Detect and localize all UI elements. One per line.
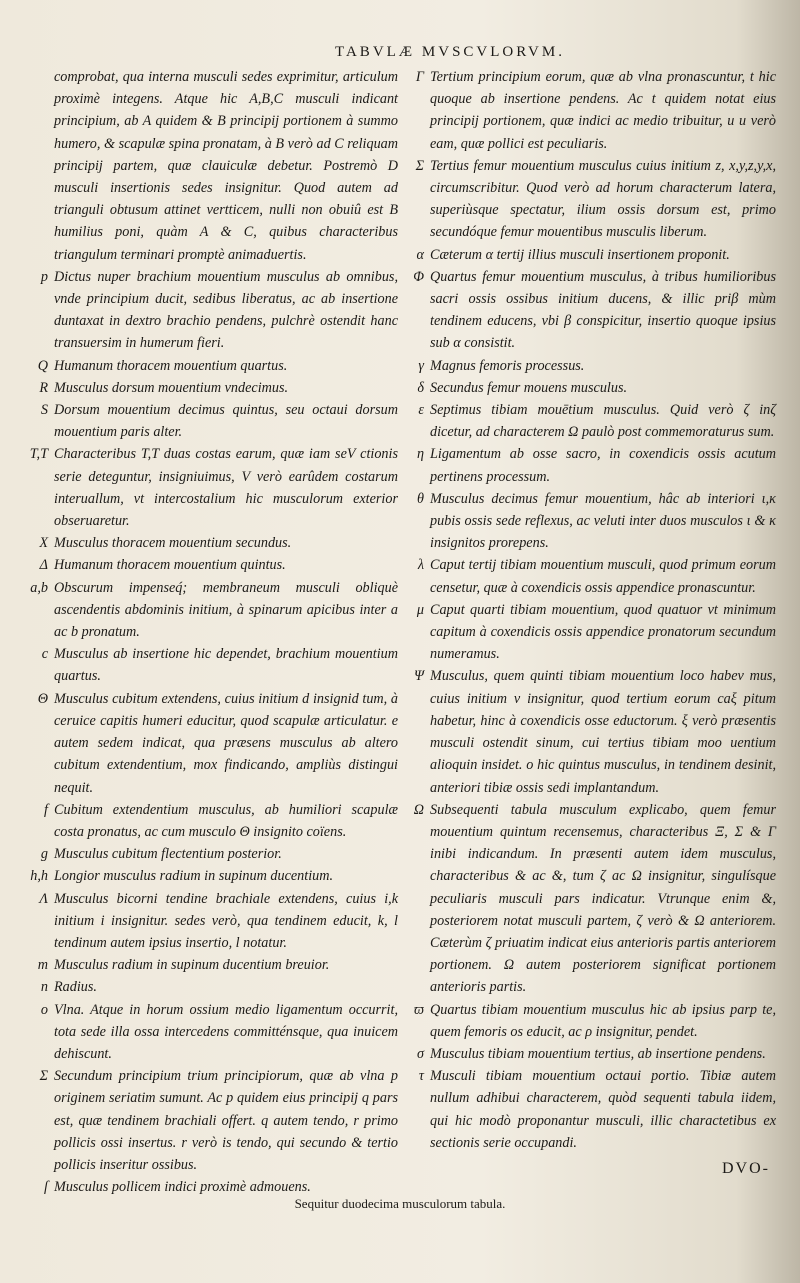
entry-text: Musculus cubitum flectentium posterior. bbox=[54, 846, 282, 863]
entry-key: Δ bbox=[39, 557, 48, 574]
entry-text: Quartus femur mouentium musculus, à tribus humilioribus sacri ossis ossibus initium ducens, & illic priβ mùm tendinem educens, vbi β conspicitur, insertio quoque ipsius sub α consistit. bbox=[430, 268, 776, 352]
entry-text: Tertius femur mouentium musculus cuius initium z, x,y,z,y,x, circumscribitur. Quod verò ad horum characterum latera, superiùsque spectatur, ilium ossis dorsum est, primo secundóque femur mouentibus musculis liberum. bbox=[430, 157, 776, 241]
legend-entry bbox=[18, 377, 398, 399]
entry-key: Θ bbox=[37, 690, 48, 707]
entry-text: Subsequenti tabula musculum explicabo, quem femur mouentium quintum recensemus, characteribus Ξ, Σ & Γ inibi indicandum. In præsenti autem idem musculus, characteribus & ac &, tum ζ ac Ω insignitur, singulísque peculiaris musculi pars indicatur. Vtrunque enim &, posteriorem notat musculi partem, ζ verò & Ω anteriorem. Cæterùm ζ priuatim indicat eius anterioris partis anteriorem portionem. Ω autem posteriorem significat portionem anterioris partis. bbox=[430, 801, 776, 996]
entry-text: Secundum principium trium principiorum, quæ ab vlna p originem seriatim sumunt. Ac p quidem eius principij q pars est, quæ tendinem brachiali offert. q autem tendo, r primo pollicis ossi insertus. r verò is tendo, qui secundo & tertio pollicis inseritur ossibus. bbox=[54, 1068, 398, 1173]
entry-key: σ bbox=[417, 1045, 424, 1062]
entry-text: Musculus tibiam mouentium tertius, ab insertione pendens. bbox=[430, 1045, 766, 1062]
entry-text: Musculus decimus femur mouentium, hâc ab interiori ι,κ pubis ossis sede reflexus, ac veluti inter duos musculos ι & κ insignitos prorepens. bbox=[430, 490, 776, 552]
entry-text: Septimus tibiam mouētium musculus. Quid verò ζ inζ dicetur, ad characterem Ω paulò post commemoraturus sum. bbox=[430, 402, 776, 441]
legend-entry bbox=[404, 554, 776, 598]
legend-entry bbox=[18, 688, 398, 799]
legend-entry bbox=[404, 244, 776, 266]
entry-text: Ligamentum ab osse sacro, in coxendicis ossis acutum pertinens processum. bbox=[430, 446, 776, 485]
entry-key: θ bbox=[417, 490, 424, 507]
legend-entry bbox=[18, 999, 398, 1066]
legend-entry bbox=[404, 443, 776, 487]
right-column bbox=[404, 66, 776, 1154]
entry-key: a,b bbox=[30, 579, 48, 596]
entry-key: η bbox=[416, 446, 424, 463]
legend-entry bbox=[18, 443, 398, 532]
legend-entry bbox=[404, 488, 776, 555]
entry-text: Dictus nuper brachium mouentium musculus ab omnibus, vnde principium ducit, sedibus liberatus, ac ab insertione duntaxat in dextro brachio pendens, pulchrè ostendit hanc transuersim in humerum fieri. bbox=[54, 268, 398, 352]
legend-entry bbox=[18, 266, 398, 355]
entry-key: ſ bbox=[44, 1179, 48, 1196]
entry-key: ε bbox=[418, 402, 424, 419]
legend-entry bbox=[404, 665, 776, 798]
legend-entry bbox=[404, 266, 776, 355]
legend-entry bbox=[18, 554, 398, 576]
entry-text: Humanum thoracem mouentium quintus. bbox=[54, 557, 286, 574]
entry-key: Λ bbox=[39, 890, 48, 907]
legend-entry bbox=[18, 399, 398, 443]
legend-entry bbox=[404, 1065, 776, 1154]
entry-text: Vlna. Atque in horum ossium medio ligamentum occurrit, tota sede illa ossa intercedens committénsque, qua inuicem dehiscunt. bbox=[54, 1001, 398, 1062]
running-head: TABVLÆ MVSCVLORVM. bbox=[335, 44, 565, 60]
legend-entry bbox=[404, 599, 776, 666]
entry-key: δ bbox=[417, 379, 424, 396]
legend-entry bbox=[18, 843, 398, 865]
entry-text: Magnus femoris processus. bbox=[430, 357, 585, 374]
entry-key: g bbox=[40, 846, 48, 863]
legend-entry bbox=[404, 799, 776, 999]
entry-text: Cæterum α tertij illius musculi insertionem proponit. bbox=[430, 246, 730, 263]
entry-text: Characteribus T,T duas costas earum, quæ iam seV ctionis serie deteguntur, insigniuimus, V verò earûdem costarum interuallum, vt intercostalium hic musculorum exterior obseruaretur. bbox=[54, 446, 398, 530]
entry-text: Musculus pollicem indici proximè admouens. bbox=[54, 1179, 311, 1196]
entry-key: f bbox=[44, 801, 48, 818]
entry-key: X bbox=[39, 535, 48, 552]
legend-entry bbox=[404, 1043, 776, 1065]
legend-entry bbox=[404, 377, 776, 399]
entry-key: Q bbox=[37, 357, 48, 374]
entry-key: Ω bbox=[413, 801, 424, 818]
legend-entry bbox=[18, 643, 398, 687]
entry-text: Caput tertij tibiam mouentium musculi, quod primum eorum censetur, quæ à coxendicis ossis appendice pronascuntur. bbox=[430, 557, 776, 596]
entry-text: Secundus femur mouens musculus. bbox=[430, 379, 628, 396]
entry-key: Φ bbox=[413, 268, 424, 285]
legend-entry bbox=[18, 976, 398, 998]
legend-entry bbox=[18, 954, 398, 976]
entry-text: Quartus tibiam mouentium musculus hic ab ipsius parp te, quem femoris os educit, ac ρ insignitur, pendet. bbox=[430, 1001, 776, 1040]
legend-entry bbox=[404, 355, 776, 377]
entry-text: comprobat, qua interna musculi sedes exprimitur, articulum proximè integens. Atque hic A,B,C musculi indicant principium, ab A quidem & B principij portionem à summo humero, & scapulæ spina pronatam, à B verò ad C reliquam principij partem, quæ clauiculæ debetur. Postremò D musculi insertionis sedes insignitur. Quod autem ad trianguli obtusum attinet vertticem, nulli non obuiû est B humilius poni, quàm A & C, quibus characteribus triangulum terminari promptè animaduertis. bbox=[54, 69, 398, 263]
legend-entry bbox=[18, 355, 398, 377]
entry-text: Musculi tibiam mouentium octaui portio. Tibiæ autem nullum adhibui characterem, quòd sequenti tabula iidem, qui hic modò proponantur musculi, illic charactetibus ex sectionis serie occupandi. bbox=[430, 1068, 776, 1151]
entry-key: τ bbox=[418, 1068, 424, 1085]
entry-key: h,h bbox=[30, 868, 48, 885]
entry-key: n bbox=[40, 979, 48, 996]
legend-entry bbox=[404, 155, 776, 244]
catchword: DVO- bbox=[722, 1160, 770, 1177]
left-column bbox=[18, 66, 398, 1198]
legend-entry bbox=[18, 799, 398, 843]
entry-key: Ψ bbox=[414, 668, 424, 685]
entry-text: Musculus bicorni tendine brachiale extendens, cuius i,k initium i insignitur. sedes verò, qua tendinem educit, k, l tendinum autem ipsius insertio, l notatur. bbox=[54, 890, 398, 951]
entry-text: Dorsum mouentium decimus quintus, seu octaui dorsum mouentium paris alter. bbox=[54, 402, 398, 441]
entry-key: α bbox=[416, 246, 424, 263]
entry-text: Obscurum impenseq́; membraneum musculi obliquè ascendentis abdominis initium, à spinarum apicibus inter a ac b pronatum. bbox=[54, 579, 398, 641]
entry-text: Humanum thoracem mouentium quartus. bbox=[54, 357, 288, 374]
entry-text: Musculus dorsum mouentium vndecimus. bbox=[54, 379, 289, 396]
entry-key: Σ bbox=[415, 157, 424, 174]
entry-text: Musculus thoracem mouentium secundus. bbox=[54, 535, 292, 552]
legend-entry bbox=[404, 399, 776, 443]
legend-entry bbox=[18, 888, 398, 955]
entry-key: γ bbox=[418, 357, 424, 374]
entry-text: Musculus radium in supinum ducentium breuior. bbox=[54, 957, 330, 974]
legend-entry bbox=[18, 1065, 398, 1176]
legend-entry bbox=[18, 532, 398, 554]
legend-entry bbox=[404, 999, 776, 1043]
entry-text: Cubitum extendentium musculus, ab humiliori scapulæ costa pronatus, ac cum musculo Θ insignito coïens. bbox=[54, 801, 398, 840]
entry-key: S bbox=[40, 402, 48, 419]
legend-entry bbox=[404, 66, 776, 155]
entry-text: Musculus cubitum extendens, cuius initium d insignid tum, à ceruice capitis humeri educitur, quod scapulæ articulatur. e autem sedem indicat, qua præsens musculus ab altero cubitum extendentium, mox findicando, ampliùs distingui nequit. bbox=[54, 690, 398, 796]
entry-text: Caput quarti tibiam mouentium, quod quatuor vt minimum capitum à coxendicis ossis appendice pronatorum secundum numeramus. bbox=[430, 601, 776, 663]
legend-entry bbox=[18, 865, 398, 887]
entry-key: ϖ bbox=[413, 1001, 424, 1018]
entry-text: Tertium principium eorum, quæ ab vlna pronascuntur, t hic quoque ab insertione pendens. Ac t quidem notat eius principij portionem, quæ indici ac medio tribuitur, u u verò eam, quæ pollici est peculiaris. bbox=[430, 69, 776, 152]
entry-key: Γ bbox=[415, 69, 424, 85]
entry-text: Musculus, quem quinti tibiam mouentium loco habev mus, cuius initium ν insignitur, quod tertium eorum caξ pitum habetur, hinc à coxendicis osse eductorum. ξ verò præsentis musculi ostendit sinum, cui tertius tibiam moo uentium alioquin insidet. o hic quintus musculus, in tendinem desinit, anteriori tibiæ ossis sedi implantandum. bbox=[430, 668, 776, 796]
entry-key: o bbox=[40, 1001, 48, 1018]
entry-key: Σ bbox=[39, 1068, 48, 1085]
entry-key: m bbox=[37, 957, 48, 974]
legend-entry bbox=[18, 66, 398, 266]
entry-key: c bbox=[41, 646, 48, 663]
footer-note: Sequitur duodecima musculorum tabula. bbox=[294, 1196, 506, 1211]
entry-key: T,T bbox=[29, 446, 48, 463]
entry-text: Radius. bbox=[54, 979, 97, 996]
entry-key: μ bbox=[416, 601, 424, 618]
entry-text: Longior musculus radium in supinum ducentium. bbox=[54, 868, 334, 885]
entry-key: p bbox=[40, 268, 48, 285]
entry-key: λ bbox=[417, 557, 424, 574]
entry-text: Musculus ab insertione hic dependet, brachium mouentium quartus. bbox=[54, 646, 398, 685]
entry-key: R bbox=[39, 379, 48, 396]
entry-key bbox=[18, 66, 54, 266]
legend-entry bbox=[18, 577, 398, 644]
